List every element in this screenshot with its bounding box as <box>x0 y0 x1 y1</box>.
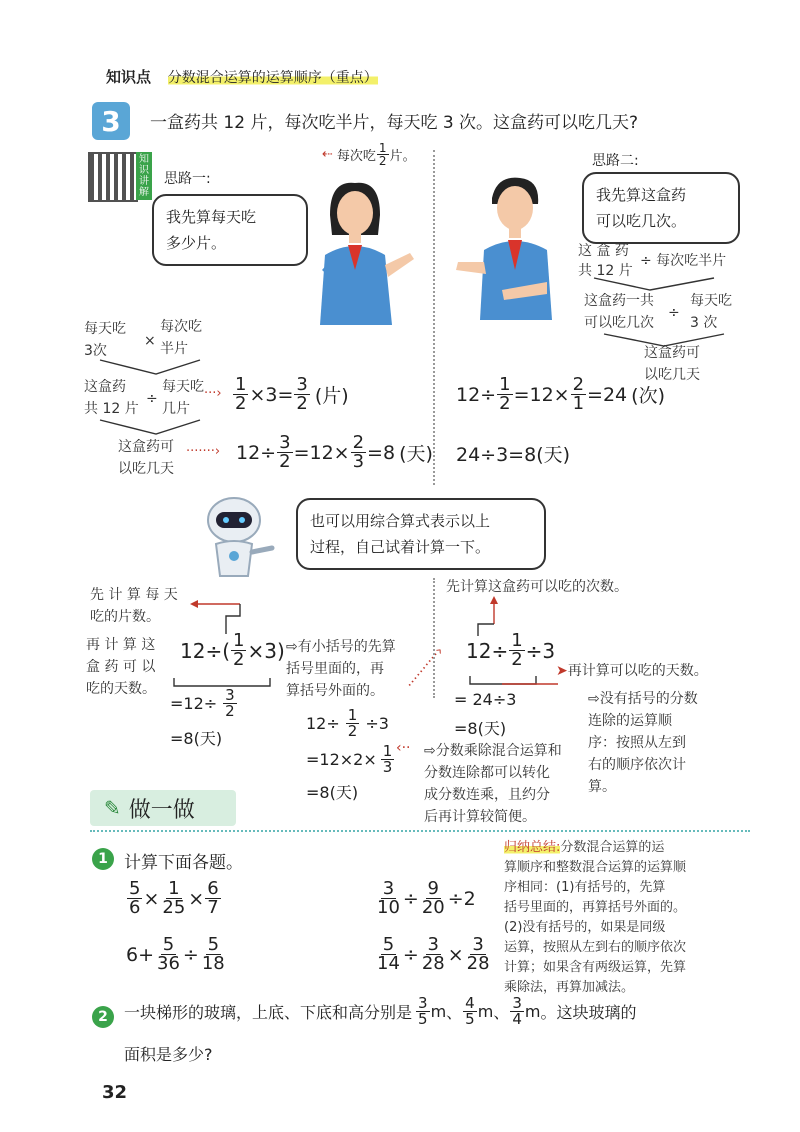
pencil-icon: ✎ <box>104 796 121 820</box>
exercise-1b: 6+ $\frac{5}{36}$ ÷ $\frac{5}{18}$ <box>126 934 225 974</box>
idea1-connector-2 <box>96 418 206 438</box>
exercise-1c: $\frac{3}{10}$ ÷ $\frac{9}{20}$ ÷2 <box>377 878 476 918</box>
idea2-diag-c: 每天吃 3 次 <box>690 293 732 331</box>
idea1-div-sign: ÷ <box>146 391 158 407</box>
question-1-text: 计算下面各题。 <box>124 853 243 873</box>
summary-box: 归纳总结:分数混合运算的运 算顺序和整数混合运算的运算顺 序相同：(1)有括号的，先算 括号里面的，再算括号外面的。 (2)没有括号的，如果是同级 运算，按照从左到右的顺序依次 计算；如果含有两级运算，先算 乘除法，再算加减法。 <box>504 840 687 995</box>
knowledge-topic: 分数混合运算的运算顺序（重点） <box>167 70 378 86</box>
robot-bubble: 也可以用综合算式表示以上 过程，自己试着计算一下。 <box>296 498 546 570</box>
idea2-label: 思路二: <box>592 153 639 169</box>
mid-dashed-arrow: ··········› <box>402 643 448 693</box>
practice-divider <box>90 830 750 832</box>
mid-arrow: ‹·· <box>396 740 411 756</box>
example-number-badge <box>92 102 130 140</box>
mid-note: ⇨分数乘除混合运算和 分数连除都可以转化 成分数连乘，且约分 后再计算较简便。 <box>424 743 562 825</box>
idea2-diag-a1: 这 盒 药 <box>578 243 629 259</box>
practice-title-banner <box>90 790 236 826</box>
idea1-diag-e: 这盒药可 以吃几天 <box>118 439 174 477</box>
left-step2: =8(天) <box>170 729 223 748</box>
mid-line2: =12×2× $\frac{1}{3}$ <box>306 742 393 776</box>
calc-divider <box>433 578 435 698</box>
right-note-top: 先计算这盒药可以吃的次数。 <box>446 579 628 595</box>
idea1-diag-a: 每天吃 3次 <box>84 321 126 359</box>
idea1-eq2: 12÷ $\frac{3}{2}$ =12× $\frac{2}{3}$ =8 (天) <box>236 432 433 472</box>
idea2-diag-b: 这盒药一共 可以吃几次 <box>584 293 654 331</box>
idea2-div-sign: ÷ <box>668 305 680 321</box>
column-divider <box>433 150 435 485</box>
idea1-eq1: $\frac{1}{2}$ ×3= $\frac{3}{2}$ (片) <box>235 374 349 414</box>
idea1-diag-b: 每次吃 半片 <box>160 319 202 357</box>
idea2-diag-a3: ÷ 每次吃半片 <box>640 253 727 269</box>
example-hint: ⇠ 每次吃 $\frac{1}{2}$ 片。 <box>322 141 416 168</box>
right-step2: =8(天) <box>454 719 507 738</box>
left-note-top: 先 计 算 每 天 吃的片数。 <box>90 587 178 625</box>
mid-line3: =8(天) <box>306 783 359 802</box>
idea2-diag-a2: 共 12 片 <box>578 263 633 279</box>
idea1-arrow-1: ···› <box>204 386 222 401</box>
example-number: 3 <box>101 104 121 138</box>
right-step1: = 24÷3 <box>454 690 517 709</box>
idea1-label: 思路一: <box>164 171 211 187</box>
idea1-diag-c: 这盒药 共 12 片 <box>84 379 139 417</box>
knowledge-header <box>106 66 378 87</box>
idea2-diag-d: 这盒药可 以吃几天 <box>644 345 700 383</box>
exercise-1a: $\frac{5}{6}$ × $\frac{1}{25}$ × $\frac{6}{7}$ <box>129 878 219 918</box>
left-note-left: 再 计 算 这 盒 药 可 以 吃的天数。 <box>86 637 156 697</box>
robot-illustration <box>198 492 278 582</box>
example-question: 一盒药共 12 片，每次吃半片，每天吃 3 次。这盒药可以吃几天? <box>150 113 639 133</box>
mid-line1: 12÷ $\frac{1}{2}$ ÷3 <box>306 706 389 740</box>
qr-code[interactable] <box>88 152 138 202</box>
left-note-right: ⇨有小括号的先算 括号里面的，再 算括号外面的。 <box>286 639 396 699</box>
question-2-number: 2 <box>92 1006 114 1028</box>
summary-label: 归纳总结: <box>504 840 561 855</box>
right-note-mid: ➤再计算可以吃的天数。 <box>556 663 708 679</box>
question-1-number: 1 <box>92 848 114 870</box>
exercise-1d: $\frac{5}{14}$ ÷ $\frac{3}{28}$ × $\frac{3}{28}$ <box>377 934 490 974</box>
practice-title: 做一做 <box>128 797 195 823</box>
idea2-bubble: 我先算这盒药 可以吃几次。 <box>582 172 740 244</box>
page-number: 32 <box>102 1082 128 1103</box>
right-note: ⇨没有括号的分数 连除的运算顺 序：按照从左到 右的顺序依次计 算。 <box>588 691 698 795</box>
left-expression: 12÷( $\frac{1}{2}$ ×3) <box>180 630 285 670</box>
question-2-text: 一块梯形的玻璃，上底、下底和高分别是 $\frac{3}{5}$ m 、 $\frac{4}{5}$ m 、 $\frac{3}{4}$ m 。 这块玻璃的 <box>124 994 637 1028</box>
right-underbracket <box>466 674 566 686</box>
idea2-eq2: 24÷3=8(天) <box>456 444 571 466</box>
left-step1: =12÷ $\frac{3}{2}$ <box>170 686 235 720</box>
idea1-connector-1 <box>96 358 206 378</box>
boy-illustration <box>452 170 572 320</box>
idea1-diag-d: 每天吃 几片 <box>162 379 204 417</box>
idea1-times-sign: × <box>144 333 156 349</box>
qr-side-label: 知识讲解 <box>136 152 152 200</box>
girl-illustration <box>300 175 420 325</box>
idea2-eq1: 12÷ $\frac{1}{2}$ =12× $\frac{2}{1}$ =24 (次) <box>456 374 665 414</box>
question-2-text-cont: 面积是多少? <box>124 1045 213 1064</box>
idea1-arrow-2: ·······› <box>186 444 221 459</box>
right-expression: 12÷ $\frac{1}{2}$ ÷3 <box>466 630 556 670</box>
knowledge-label: 知识点 <box>106 68 152 86</box>
idea1-bubble: 我先算每天吃 多少片。 <box>152 194 308 266</box>
